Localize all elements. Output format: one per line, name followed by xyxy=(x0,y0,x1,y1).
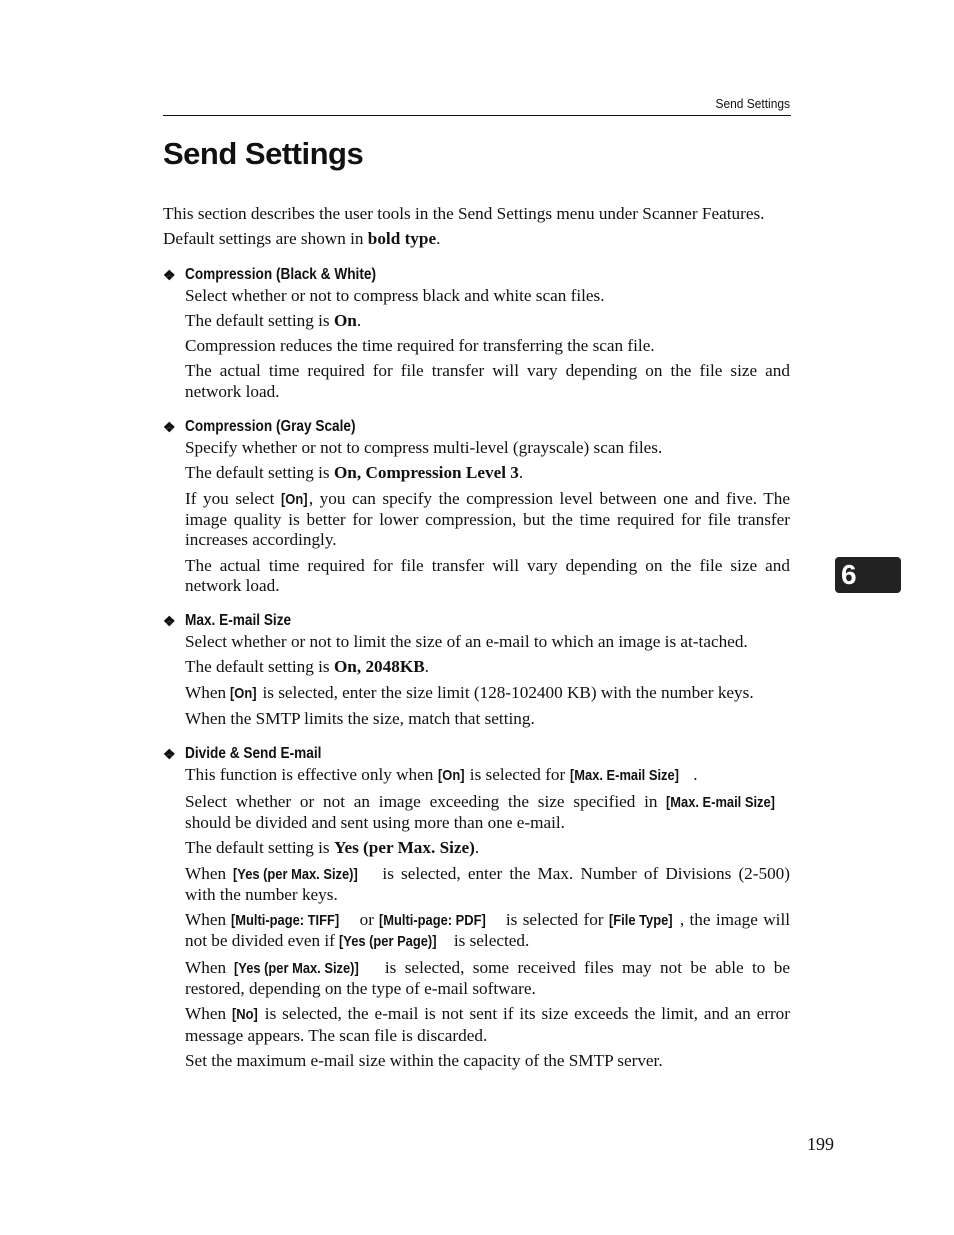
intro-paragraph: This section describes the user tools in the Send Settings menu under Scanner Features. xyxy=(163,204,765,223)
ui-key-label: [On] xyxy=(437,767,465,785)
ui-key-label: [Yes (per Max. Size)] xyxy=(234,959,360,977)
ui-key-label: [On] xyxy=(281,490,308,508)
section-title: ❖ Divide & Send E-mail xyxy=(163,745,322,763)
section-body: Select whether or not to compress black and white scan files. The default setting is On. Compression reduces the time required for transferring the scan file. The actual time required for file transfer will vary depending on the file size and network load. xyxy=(185,285,790,401)
section-title: ❖ Max. E-mail Size xyxy=(163,612,292,630)
default-note: Default settings are shown in bold type. xyxy=(163,229,441,249)
ui-key-label: [Multi-page: TIFF] xyxy=(231,912,340,930)
chapter-tab: 6 xyxy=(835,557,901,593)
diamond-bullet-icon: ❖ xyxy=(163,419,176,436)
section-title: ❖ Compression (Black & White) xyxy=(163,265,376,283)
ui-key-label: [File Type] xyxy=(608,912,673,930)
header-rule xyxy=(163,115,791,116)
section-max-email-size xyxy=(163,611,790,729)
ui-key-label: [On] xyxy=(230,684,257,702)
page-body xyxy=(163,204,790,1071)
ui-key-label: [Yes (per Max. Size)] xyxy=(233,865,358,883)
section-title: ❖ Compression (Gray Scale) xyxy=(163,418,356,436)
section-body: Specify whether or not to compress multi-level (grayscale) scan files. The default setting is On, Compression Level 3. If you select [On], you can specify the compression level between one and five. The image quality is better for lower compression, but the time required for file transfer increases accordingly. The actual time required for file transfer will vary depending on the file size and network load. xyxy=(185,438,790,595)
section-compression-gray xyxy=(163,417,790,596)
bold-type-label: bold type xyxy=(367,229,437,249)
ui-key-label: [Multi-page: PDF] xyxy=(379,912,487,930)
ui-key-label: [Max. E-mail Size] xyxy=(569,767,679,785)
section-body: This function is effective only when [On] is selected for [Max. E-mail Size] . Select whether or not an image exceeding the size specified in [Max. E-mail Size] should be divided and sent using more than one e-mail. The default setting is Yes (per Max. Size). When [Yes (per Max. Size)] is selected, enter the Max. Number of Divisions (2-500) with the number keys. When [Multi-page: TIFF] or [Multi-page: PDF] is selected for [File Type] , the image will not be divided even if [Yes (per Page)] is selected. When [Yes (per Max. Size)] is selected, some received files may not be able to be restored, depending on the type of e-mail software. When [No] is selected, the e-mail is not sent if its size exceeds the limit, and an error message appears. The scan file is discarded. Set the maximum e-mail size within the capacity of the SMTP server. xyxy=(185,765,790,1070)
ui-key-label: [Max. E-mail Size] xyxy=(666,793,776,811)
diamond-bullet-icon: ❖ xyxy=(163,613,176,630)
diamond-bullet-icon: ❖ xyxy=(163,266,176,283)
page-title: Send Settings xyxy=(163,136,364,171)
section-body: Select whether or not to limit the size of an e-mail to which an image is at-tached. The default setting is On, 2048KB. When [On] is selected, enter the size limit (128-102400 KB) with the number keys. When the SMTP limits the size, match that setting. xyxy=(185,632,754,729)
section-divide-send-email xyxy=(163,744,790,1071)
section-compression-bw xyxy=(163,265,790,402)
diamond-bullet-icon: ❖ xyxy=(163,746,176,763)
ui-key-label: [No] xyxy=(231,1006,258,1024)
page-number: 199 xyxy=(807,1134,834,1154)
ui-key-label: [Yes (per Page)] xyxy=(339,933,437,951)
running-header: Send Settings xyxy=(715,96,790,111)
